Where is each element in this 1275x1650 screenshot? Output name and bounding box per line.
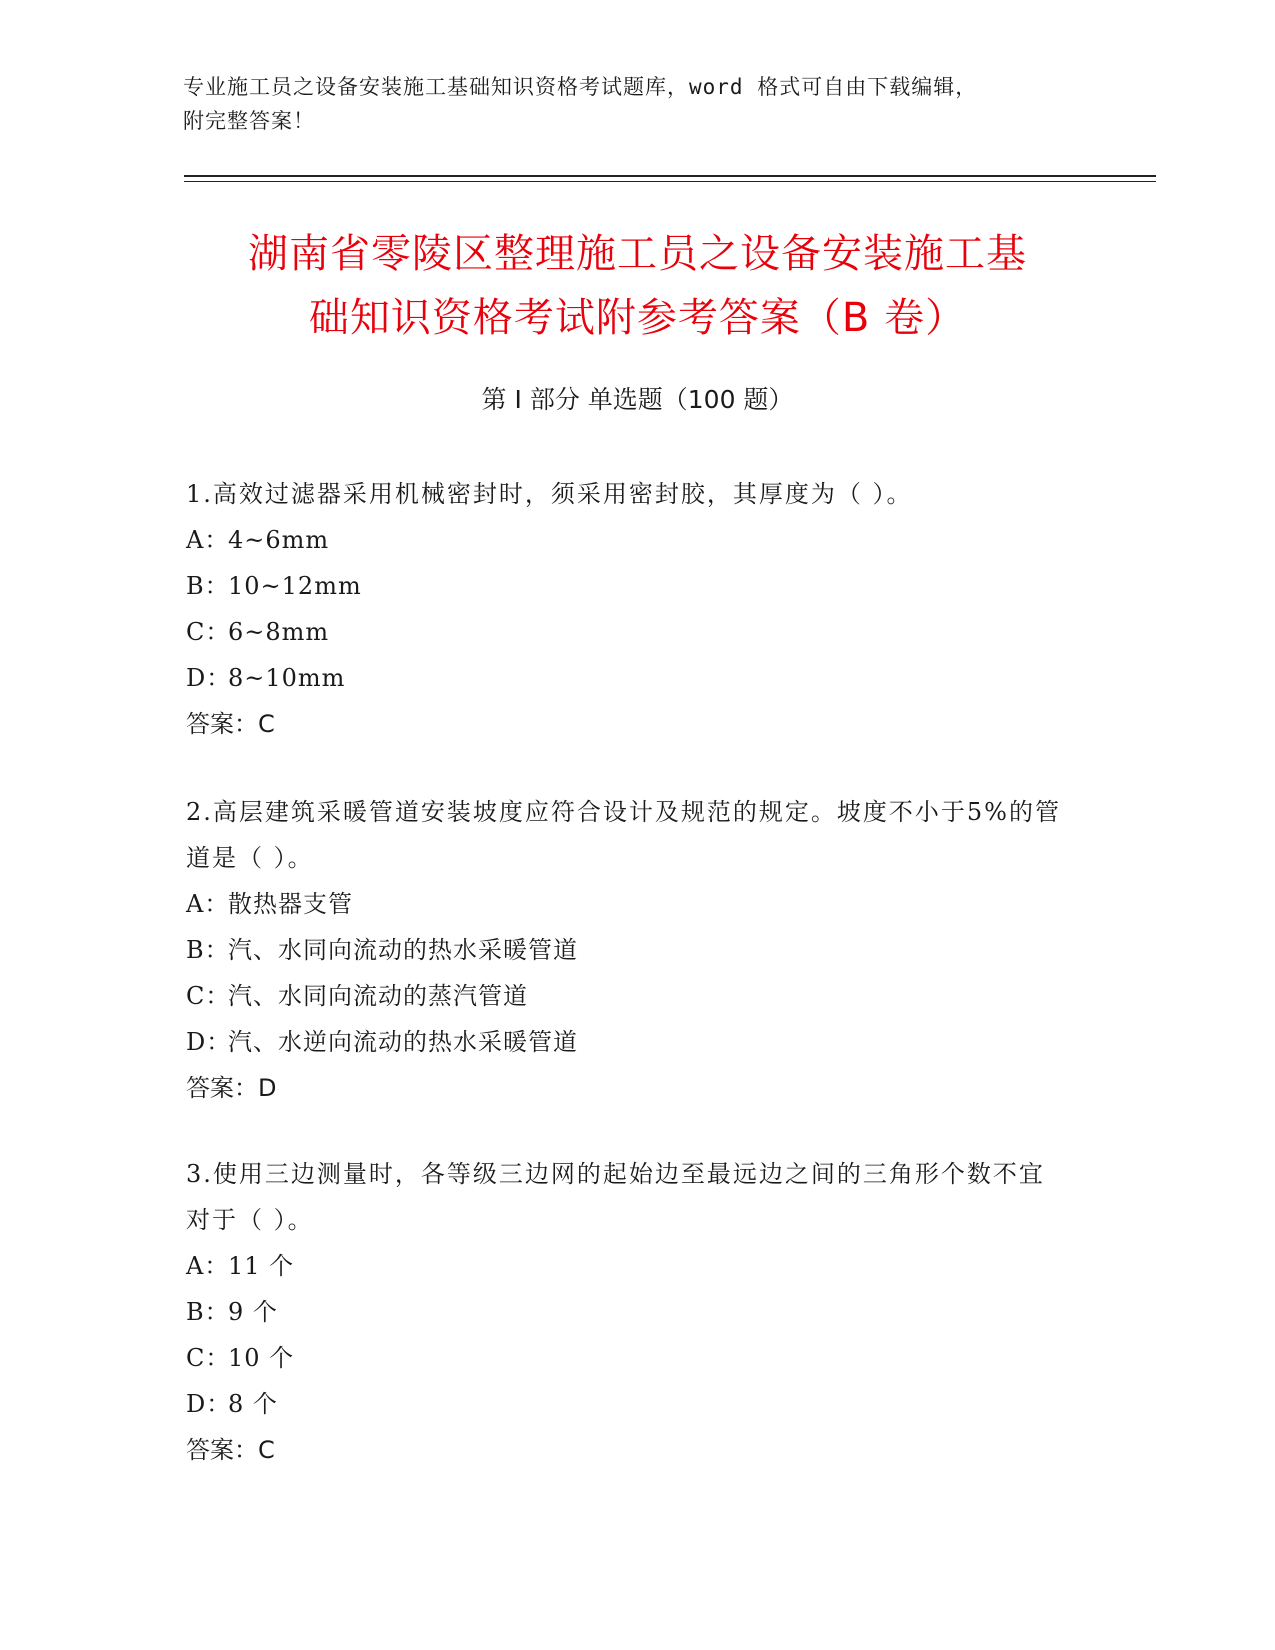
option-d xyxy=(186,1019,1066,1065)
option-letter: D： xyxy=(186,1390,232,1418)
option-b xyxy=(186,563,1066,609)
option-letter: A： xyxy=(186,890,230,918)
option-letter: A： xyxy=(186,526,230,554)
option-a xyxy=(186,1243,1066,1289)
option-text: 9 个 xyxy=(228,1298,278,1326)
option-letter: C： xyxy=(186,982,231,1010)
question-item xyxy=(186,471,1066,747)
question-item xyxy=(186,1151,1066,1473)
option-c xyxy=(186,1335,1066,1381)
section-heading: 第 I 部分 单选题（100 题） xyxy=(481,385,794,414)
question-item xyxy=(186,789,1066,1111)
option-letter: D： xyxy=(186,664,232,692)
option-text: 汽、水同向流动的热水采暖管道 xyxy=(228,936,578,964)
option-text: 8 个 xyxy=(228,1390,278,1418)
question-stem: 1.高效过滤器采用机械密封时，须采用密封胶，其厚度为（ ）。 xyxy=(186,480,913,508)
document-title-line-1: 湖南省零陵区整理施工员之设备安装施工基 xyxy=(248,231,1027,277)
option-letter: D： xyxy=(186,1028,232,1056)
option-text: 4~6mm xyxy=(228,526,330,554)
option-letter: B： xyxy=(186,572,230,600)
option-text: 10~12mm xyxy=(228,572,362,600)
option-text: 10 个 xyxy=(228,1344,295,1372)
option-d xyxy=(186,1381,1066,1427)
answer-line: 答案：D xyxy=(186,1074,277,1102)
option-letter: C： xyxy=(186,618,231,646)
option-c xyxy=(186,609,1066,655)
option-text: 8~10mm xyxy=(228,664,346,692)
option-text: 6~8mm xyxy=(228,618,330,646)
option-b xyxy=(186,927,1066,973)
header-divider-thin xyxy=(184,181,1156,182)
option-a xyxy=(186,517,1066,563)
option-letter: B： xyxy=(186,936,230,964)
option-text: 汽、水逆向流动的热水采暖管道 xyxy=(228,1028,578,1056)
option-c xyxy=(186,973,1066,1019)
header-note-line-1: 专业施工员之设备安装施工基础知识资格考试题库，word 格式可自由下载编辑， xyxy=(183,75,978,99)
option-letter: C： xyxy=(186,1344,231,1372)
option-letter: B： xyxy=(186,1298,230,1326)
document-title-line-2: 础知识资格考试附参考答案（B 卷） xyxy=(308,295,967,341)
option-a xyxy=(186,881,1066,927)
option-text: 11 个 xyxy=(228,1252,295,1280)
header-divider-thick xyxy=(184,175,1156,177)
answer-line: 答案：C xyxy=(186,710,275,738)
option-text: 散热器支管 xyxy=(228,890,353,918)
question-stem: 2.高层建筑采暖管道安装坡度应符合设计及规范的规定。坡度不小于5%的管道是（ ）。 xyxy=(186,798,1061,872)
option-b xyxy=(186,1289,1066,1335)
option-text: 汽、水同向流动的蒸汽管道 xyxy=(228,982,528,1010)
option-d xyxy=(186,655,1066,701)
header-note xyxy=(183,70,1083,138)
answer-line: 答案：C xyxy=(186,1436,275,1464)
option-letter: A： xyxy=(186,1252,230,1280)
question-stem: 3.使用三边测量时，各等级三边网的起始边至最远边之间的三角形个数不宜对于（ ）。 xyxy=(186,1160,1045,1234)
document-title xyxy=(150,222,1125,350)
header-note-line-2: 附完整答案！ xyxy=(183,109,315,133)
